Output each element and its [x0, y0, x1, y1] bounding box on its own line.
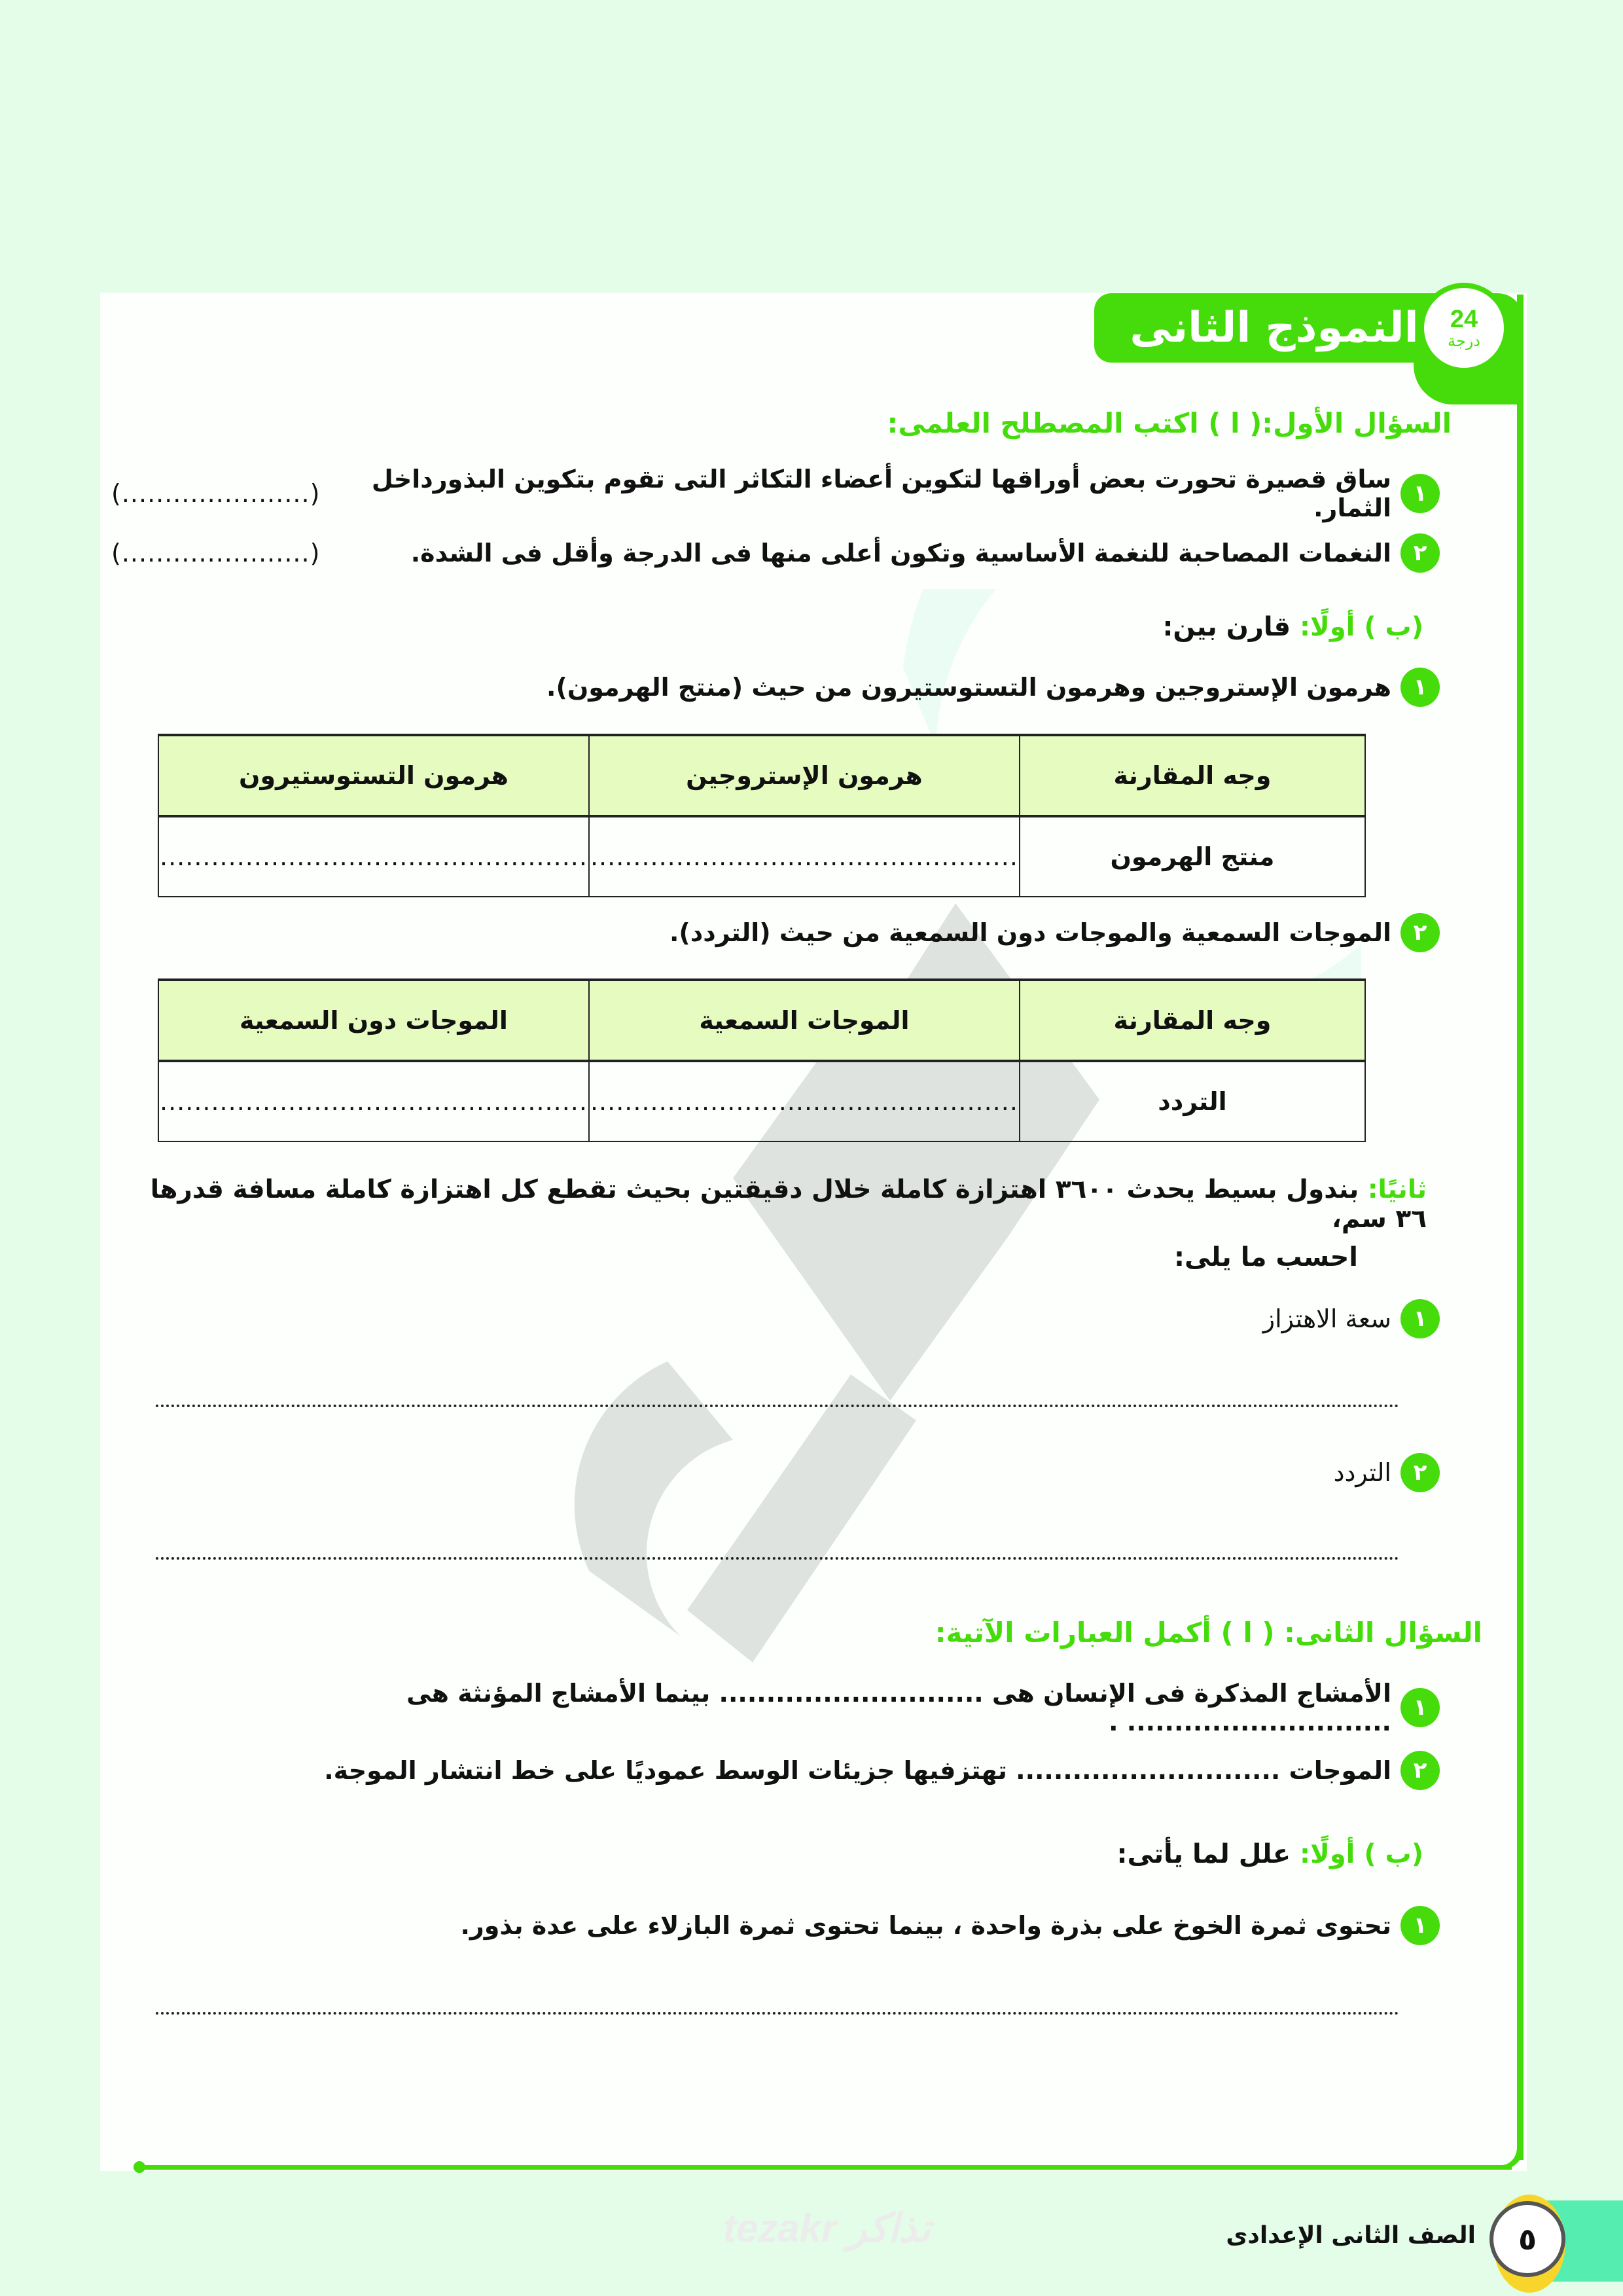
- q2-item-1-text[interactable]: الأمشاج المذكرة فى الإنسان هى ............................ بينما الأمشاج المؤنثة هى ............................ .: [406, 1679, 1391, 1736]
- answer-blank[interactable]: (......................): [111, 539, 321, 567]
- number-badge: ٢: [1400, 1453, 1440, 1492]
- compare-item-1-text: هرمون الإستروجين وهرمون التستوستيرون من حيث (منتج الهرمون).: [546, 673, 1391, 702]
- reason-item-1: [111, 1906, 1440, 1945]
- compare-item-1: [111, 668, 1440, 707]
- table-row: [158, 816, 1365, 897]
- q1-item-1-text: ساق قصيرة تحورت بعض أوراقها لتكوين أعضاء التكاثر التى تقوم بتكوين البذورداخل الثمار.: [371, 465, 1391, 522]
- pendulum-text: بندول بسيط يحدث ٣٦٠٠ اهتزازة كاملة خلال دقيقتين بحيث تقطع كل اهتزازة كاملة مسافة قدرها ٣٦ سم،: [150, 1175, 1427, 1234]
- part-label: (ب ) أولًا:: [1300, 612, 1423, 642]
- answer-cell[interactable]: ..................................................: [589, 816, 1020, 897]
- table-header: وجه المقارنة: [1020, 735, 1365, 816]
- q1-item-1: [111, 465, 1440, 522]
- q1-item-2-text: النغمات المصاحبة للنغمة الأساسية وتكون أعلى منها فى الدرجة وأقل فى الشدة.: [410, 539, 1391, 567]
- model-title: النموذج الثانى: [1130, 304, 1419, 352]
- frame-border-bottom: [137, 2165, 1512, 2170]
- answer-cell[interactable]: ..................................................: [158, 1061, 589, 1141]
- answer-line[interactable]: [156, 1405, 1399, 1407]
- calc-item-2-text: التردد: [1333, 1458, 1391, 1487]
- q2-item-2-text[interactable]: الموجات ............................ تهتزفيها جزيئات الوسط عموديًا على خط انتشار الموجة.: [324, 1756, 1391, 1785]
- answer-line[interactable]: [156, 2012, 1399, 2015]
- calc-item-1: [111, 1299, 1440, 1338]
- number-badge: ١: [1400, 1906, 1440, 1945]
- score-value: 24: [1450, 306, 1478, 333]
- frame-border-right: [1517, 295, 1524, 2160]
- table-header: هرمون التستوستيرون: [158, 735, 589, 816]
- comparison-table-1: [158, 734, 1366, 897]
- compare-item-2-text: الموجات السمعية والموجات دون السمعية من حيث (التردد).: [669, 918, 1391, 947]
- answer-line[interactable]: [156, 1557, 1399, 1560]
- reason-item-1-text: تحتوى ثمرة الخوخ على بذرة واحدة ، بينما تحتوى ثمرة البازلاء على عدة بذور.: [460, 1911, 1391, 1940]
- page-number: ٥: [1489, 2201, 1565, 2277]
- compare-item-2: [111, 913, 1440, 952]
- footer-watermark: tezakr تذاكر: [723, 2206, 931, 2250]
- comparison-table-2: [158, 978, 1366, 1142]
- answer-cell[interactable]: ..................................................: [589, 1061, 1020, 1141]
- number-badge: ١: [1400, 668, 1440, 707]
- number-badge: ٢: [1400, 1751, 1440, 1790]
- calc-item-2: [111, 1453, 1440, 1492]
- frame-dot: [134, 2161, 145, 2173]
- model-title-banner: [1094, 293, 1435, 363]
- q2-title: السؤال الثانى: ( ا ) أكمل العبارات الآتية:: [935, 1617, 1482, 1649]
- q1-part-b-heading: [1162, 612, 1423, 642]
- answer-blank[interactable]: (......................): [111, 479, 321, 508]
- table-row: [158, 1061, 1365, 1141]
- number-badge: ١: [1400, 1299, 1440, 1338]
- grade-label: الصف الثانى الإعدادى: [1226, 2222, 1476, 2249]
- q2-item-2: [111, 1751, 1440, 1790]
- table-header: الموجات السمعية: [589, 980, 1020, 1061]
- calc-item-1-text: سعة الاهتزاز: [1262, 1304, 1391, 1333]
- number-badge: ٢: [1400, 913, 1440, 952]
- calc-title: احسب ما يلى:: [1173, 1242, 1358, 1272]
- q1-item-2: [111, 533, 1440, 573]
- score-badge: [1419, 283, 1509, 373]
- table-header: وجه المقارنة: [1020, 980, 1365, 1061]
- part-label: (ب ) أولًا:: [1300, 1839, 1423, 1869]
- answer-cell[interactable]: ..................................................: [158, 816, 589, 897]
- part-label: ثانيًا:: [1367, 1175, 1427, 1204]
- table-header: هرمون الإستروجين: [589, 735, 1020, 816]
- part-title: علل لما يأتى:: [1116, 1839, 1291, 1869]
- q2-item-1: [255, 1679, 1440, 1736]
- q1-title: السؤال الأول:( ا ) اكتب المصطلح العلمى:: [887, 407, 1452, 439]
- q2-part-b-heading: [1117, 1839, 1424, 1869]
- table-cell: التردد: [1020, 1061, 1365, 1141]
- score-unit: درجة: [1448, 332, 1480, 350]
- part-title: قارن بين:: [1162, 612, 1291, 642]
- pendulum-problem: [118, 1175, 1427, 1234]
- table-header: الموجات دون السمعية: [158, 980, 589, 1061]
- number-badge: ٢: [1400, 533, 1440, 573]
- table-cell: منتج الهرمون: [1020, 816, 1365, 897]
- number-badge: ١: [1400, 474, 1440, 513]
- number-badge: ١: [1400, 1688, 1440, 1727]
